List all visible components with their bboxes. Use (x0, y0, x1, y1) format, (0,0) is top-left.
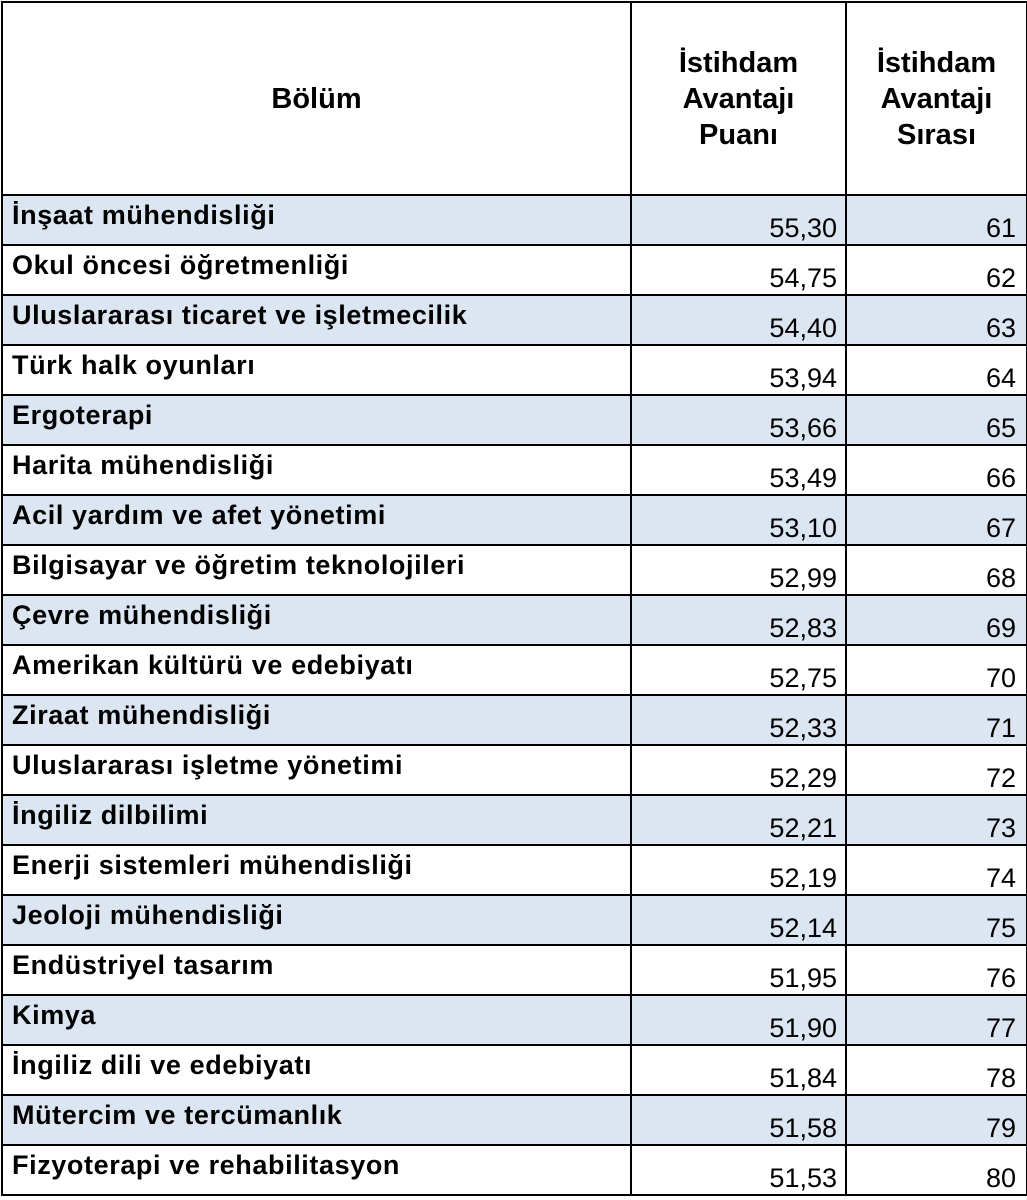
table-row (2, 845, 1027, 895)
department-name-cell: Fizyoterapi ve rehabilitasyon (2, 1145, 631, 1195)
table-row (2, 795, 1027, 845)
department-name-cell: İngiliz dilbilimi (2, 795, 631, 845)
table-row (2, 195, 1027, 245)
score-cell: 54,75 (631, 245, 846, 295)
score-cell: 51,58 (631, 1095, 846, 1145)
rank-cell: 79 (846, 1095, 1027, 1145)
table-row (2, 1145, 1027, 1195)
table-row (2, 445, 1027, 495)
score-cell: 53,49 (631, 445, 846, 495)
department-name-cell: Uluslararası işletme yönetimi (2, 745, 631, 795)
table-row (2, 545, 1027, 595)
rank-cell: 61 (846, 195, 1027, 245)
employment-advantage-table (1, 1, 1027, 1196)
table-row (2, 595, 1027, 645)
table-row (2, 645, 1027, 695)
rank-cell: 62 (846, 245, 1027, 295)
rank-cell: 69 (846, 595, 1027, 645)
score-cell: 53,10 (631, 495, 846, 545)
department-name-cell: Jeoloji mühendisliği (2, 895, 631, 945)
table-row (2, 895, 1027, 945)
score-cell: 52,19 (631, 845, 846, 895)
rank-cell: 73 (846, 795, 1027, 845)
score-cell: 54,40 (631, 295, 846, 345)
rank-cell: 78 (846, 1045, 1027, 1095)
table-row (2, 995, 1027, 1045)
rank-cell: 65 (846, 395, 1027, 445)
department-name-cell: Endüstriyel tasarım (2, 945, 631, 995)
table-body (2, 195, 1027, 1195)
rank-cell: 70 (846, 645, 1027, 695)
score-cell: 52,29 (631, 745, 846, 795)
score-cell: 53,66 (631, 395, 846, 445)
department-name-cell: İngiliz dili ve edebiyatı (2, 1045, 631, 1095)
rank-cell: 77 (846, 995, 1027, 1045)
header-department: Bölüm (2, 2, 631, 195)
header-score-label: İstihdam Avantajı Puanı (678, 46, 799, 151)
department-name-cell: Kimya (2, 995, 631, 1045)
table-row (2, 1095, 1027, 1145)
score-cell: 52,33 (631, 695, 846, 745)
department-name-cell: Çevre mühendisliği (2, 595, 631, 645)
score-cell: 52,21 (631, 795, 846, 845)
department-name-cell: Mütercim ve tercümanlık (2, 1095, 631, 1145)
score-cell: 52,83 (631, 595, 846, 645)
table-row (2, 245, 1027, 295)
score-cell: 55,30 (631, 195, 846, 245)
department-name-cell: Acil yardım ve afet yönetimi (2, 495, 631, 545)
score-cell: 52,99 (631, 545, 846, 595)
table-row (2, 295, 1027, 345)
score-cell: 51,95 (631, 945, 846, 995)
rank-cell: 64 (846, 345, 1027, 395)
rank-cell: 76 (846, 945, 1027, 995)
rank-cell: 75 (846, 895, 1027, 945)
rank-cell: 66 (846, 445, 1027, 495)
score-cell: 51,84 (631, 1045, 846, 1095)
rank-cell: 74 (846, 845, 1027, 895)
header-rank (846, 2, 1027, 195)
score-cell: 51,53 (631, 1145, 846, 1195)
table-row (2, 695, 1027, 745)
rank-cell: 63 (846, 295, 1027, 345)
rank-cell: 68 (846, 545, 1027, 595)
score-cell: 52,14 (631, 895, 846, 945)
department-name-cell: Türk halk oyunları (2, 345, 631, 395)
table-row (2, 345, 1027, 395)
header-row (2, 2, 1027, 195)
table-row (2, 395, 1027, 445)
department-name-cell: Bilgisayar ve öğretim teknolojileri (2, 545, 631, 595)
table-row (2, 1045, 1027, 1095)
department-name-cell: İnşaat mühendisliği (2, 195, 631, 245)
score-cell: 51,90 (631, 995, 846, 1045)
header-rank-label: İstihdam Avantajı Sırası (876, 46, 997, 151)
rank-cell: 71 (846, 695, 1027, 745)
table-row (2, 745, 1027, 795)
department-name-cell: Harita mühendisliği (2, 445, 631, 495)
table-row (2, 945, 1027, 995)
department-name-cell: Ziraat mühendisliği (2, 695, 631, 745)
score-cell: 52,75 (631, 645, 846, 695)
department-name-cell: Ergoterapi (2, 395, 631, 445)
table-row (2, 495, 1027, 545)
score-cell: 53,94 (631, 345, 846, 395)
department-name-cell: Okul öncesi öğretmenliği (2, 245, 631, 295)
department-name-cell: Enerji sistemleri mühendisliği (2, 845, 631, 895)
rank-cell: 67 (846, 495, 1027, 545)
department-name-cell: Uluslararası ticaret ve işletmecilik (2, 295, 631, 345)
header-score (631, 2, 846, 195)
rank-cell: 72 (846, 745, 1027, 795)
rank-cell: 80 (846, 1145, 1027, 1195)
department-name-cell: Amerikan kültürü ve edebiyatı (2, 645, 631, 695)
